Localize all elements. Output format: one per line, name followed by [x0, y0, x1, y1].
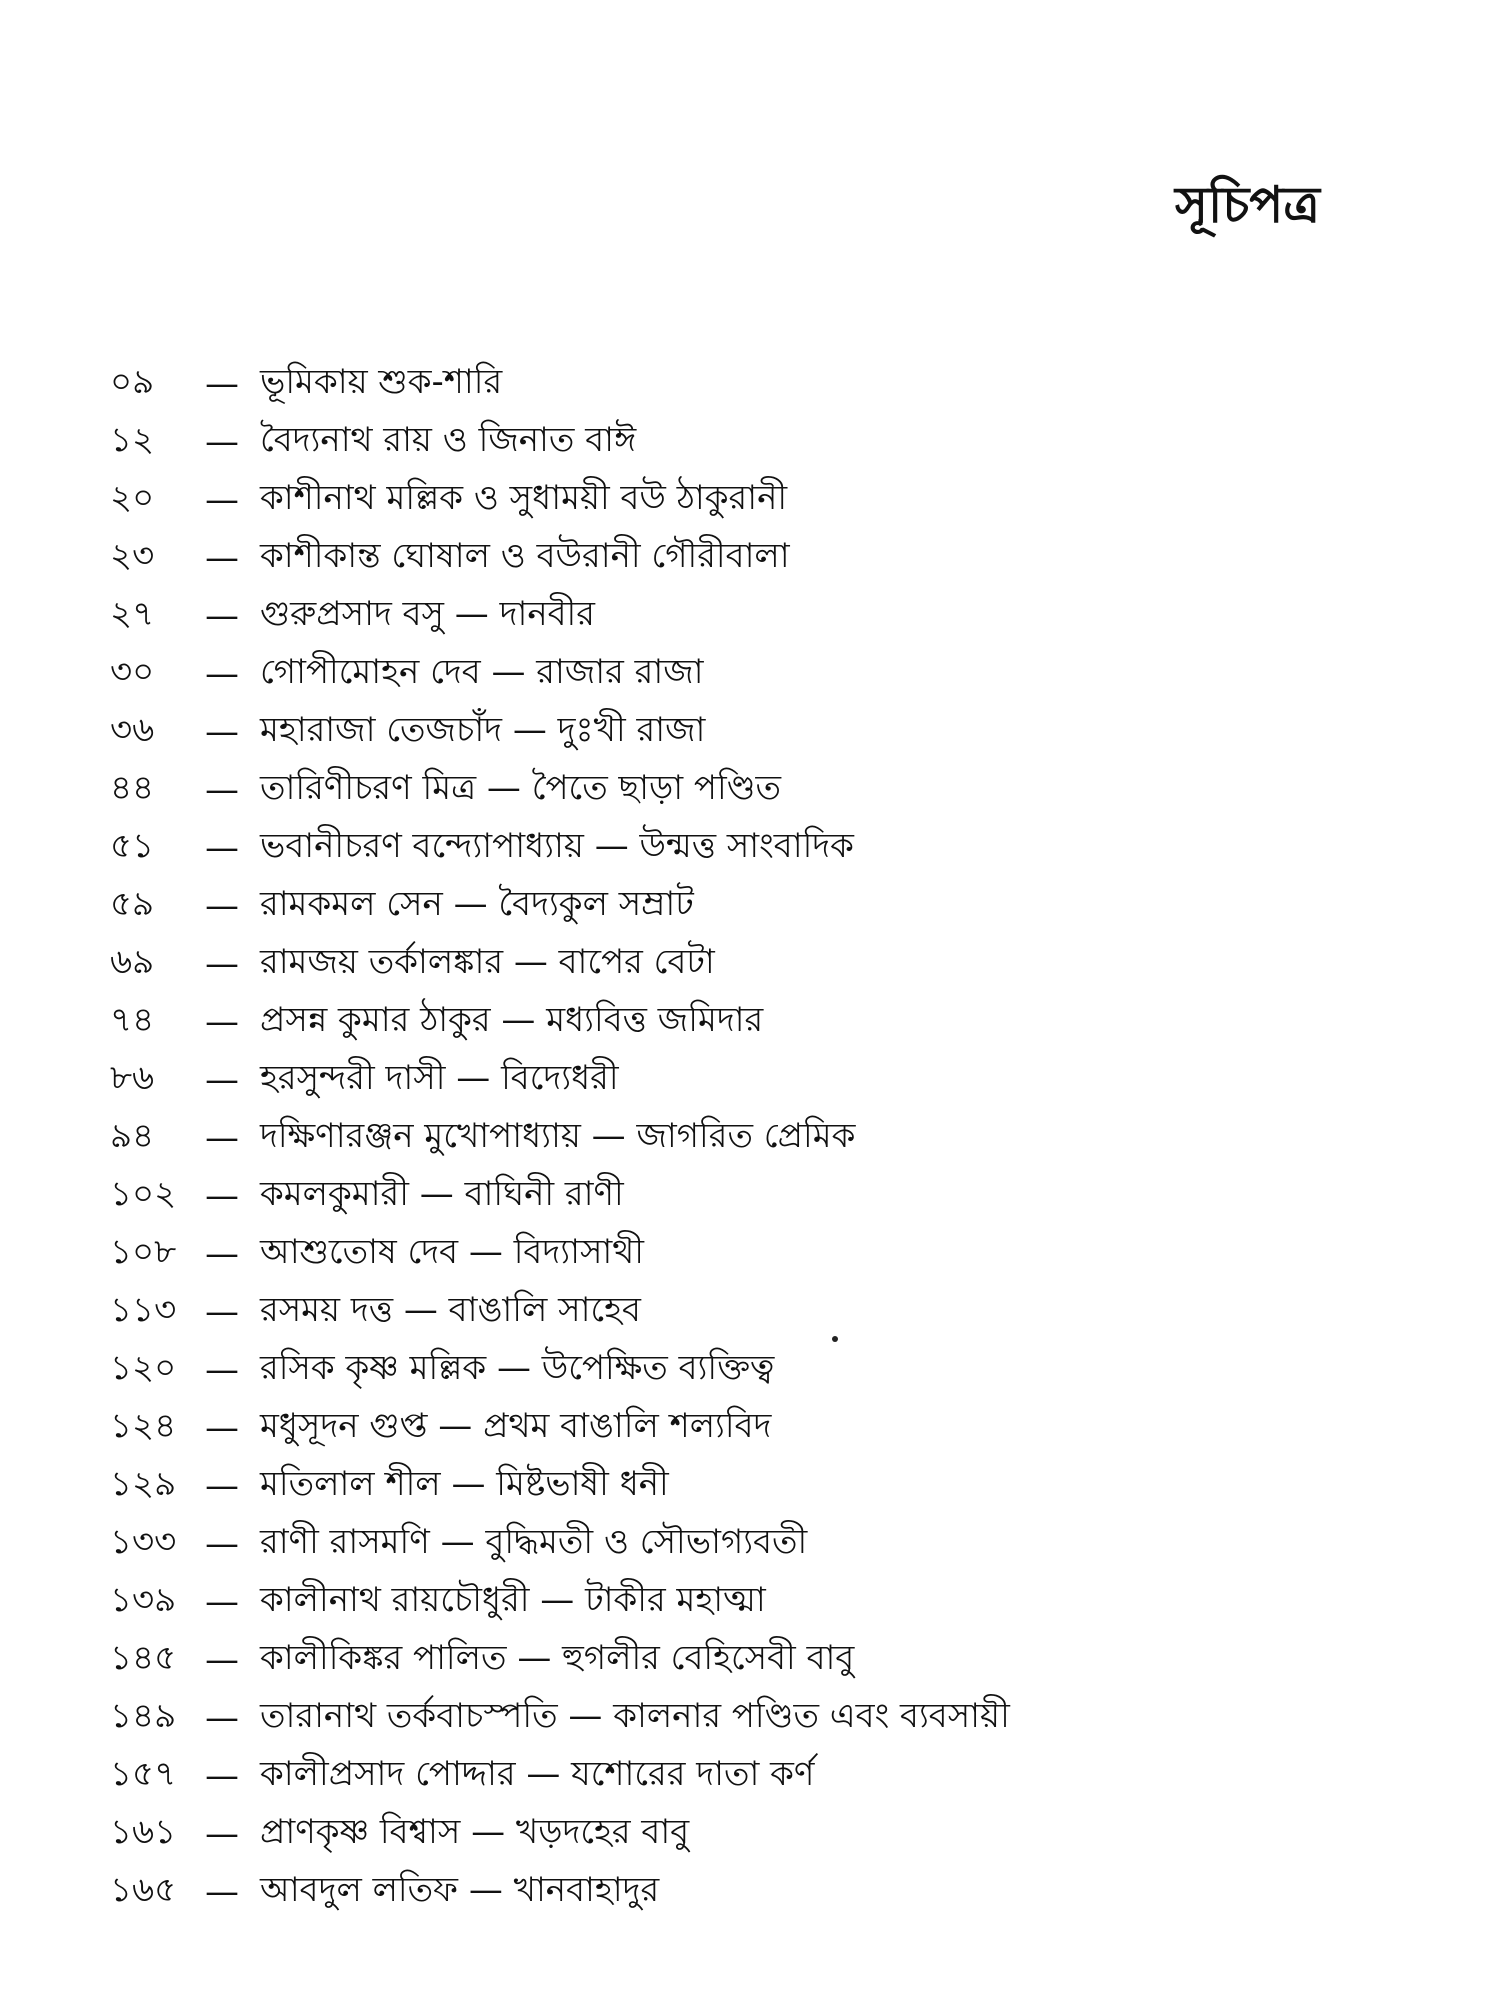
toc-title: মধুসূদন গুপ্ত — প্রথম বাঙালি শল্যবিদ [260, 1405, 772, 1446]
toc-page-number: ১১৩ [110, 1289, 177, 1330]
toc-dash: — [205, 1176, 239, 1216]
toc-page-number: ৫৯ [110, 883, 155, 924]
toc-dash: — [205, 596, 239, 636]
toc-entry [110, 1225, 1410, 1283]
toc-entry [110, 1051, 1410, 1109]
toc-title: রসময় দত্ত — বাঙালি সাহেব [260, 1289, 641, 1330]
toc-page-number: ৮৬ [110, 1057, 155, 1098]
toc-entry [110, 703, 1410, 761]
toc-title: মতিলাল শীল — মিষ্টভাষী ধনী [260, 1463, 669, 1504]
toc-entry [110, 1283, 1410, 1341]
toc-title: ভূমিকায় শুক-শারি [260, 361, 503, 402]
toc-page-number: ৩৬ [110, 709, 155, 750]
toc-page-number: ০৯ [110, 361, 155, 402]
toc-entry [110, 1399, 1410, 1457]
toc-page-number: ৪৪ [110, 767, 155, 808]
toc-dash: — [205, 1814, 239, 1854]
toc-page-number: ১০২ [110, 1173, 177, 1214]
toc-entry [110, 877, 1410, 935]
toc-title: মহারাজা তেজচাঁদ — দুঃখী রাজা [260, 709, 706, 750]
toc-title: গোপীমোহন দেব — রাজার রাজা [260, 651, 704, 692]
toc-page-number: ১৩৩ [110, 1521, 177, 1562]
toc-page-number: ১০৮ [110, 1231, 177, 1272]
toc-entry [110, 1341, 1410, 1399]
toc-dash: — [205, 886, 239, 926]
toc-entry [110, 1167, 1410, 1225]
toc-dash: — [205, 1524, 239, 1564]
toc-dash: — [205, 1350, 239, 1390]
toc-dash: — [205, 1640, 239, 1680]
toc-title: দক্ষিণারঞ্জন মুখোপাধ্যায় — জাগরিত প্রেমিক [260, 1115, 856, 1156]
toc-title: প্রসন্ন কুমার ঠাকুর — মধ্যবিত্ত জমিদার [260, 999, 764, 1040]
toc-title: কালীনাথ রায়চৌধুরী — টাকীর মহাত্মা [260, 1579, 766, 1620]
toc-dash: — [205, 712, 239, 752]
toc-title: কমলকুমারী — বাঘিনী রাণী [260, 1173, 624, 1214]
toc-dash: — [205, 538, 239, 578]
toc-entry [110, 1631, 1410, 1689]
toc-entry [110, 993, 1410, 1051]
toc-entry [110, 761, 1410, 819]
toc-dash: — [205, 1582, 239, 1622]
toc-entry [110, 1863, 1410, 1921]
toc-title: গুরুপ্রসাদ বসু — দানবীর [260, 593, 595, 634]
toc-dash: — [205, 364, 239, 404]
toc-dash: — [205, 422, 239, 462]
toc-title: রসিক কৃষ্ণ মল্লিক — উপেক্ষিত ব্যক্তিত্ব [260, 1347, 775, 1388]
toc-dash: — [205, 1060, 239, 1100]
toc-page-number: ১২০ [110, 1347, 177, 1388]
toc-title: রামজয় তর্কালঙ্কার — বাপের বেটা [260, 941, 715, 982]
toc-title: কাশীনাথ মল্লিক ও সুধাময়ী বউ ঠাকুরানী [260, 477, 788, 518]
toc-dash: — [205, 1408, 239, 1448]
toc-page-number: ১৩৯ [110, 1579, 177, 1620]
toc-dash: — [205, 1872, 239, 1912]
toc-entry [110, 1515, 1410, 1573]
toc-title: তারিণীচরণ মিত্র — পৈতে ছাড়া পণ্ডিত [260, 767, 782, 808]
toc-dash: — [205, 944, 239, 984]
toc-page-number: ১৪৯ [110, 1695, 177, 1736]
toc-page-number: ১৪৫ [110, 1637, 177, 1678]
toc-page-number: ১২৪ [110, 1405, 177, 1446]
toc-title: তারানাথ তর্কবাচস্পতি — কালনার পণ্ডিত এবং ব্যবসায়ী [260, 1695, 1010, 1736]
toc-dash: — [205, 770, 239, 810]
table-of-contents [110, 355, 1410, 1921]
toc-page-number: ৯৪ [110, 1115, 155, 1156]
toc-dash: — [205, 1466, 239, 1506]
toc-dash: — [205, 1002, 239, 1042]
toc-title: প্রাণকৃষ্ণ বিশ্বাস — খড়দহের বাবু [260, 1811, 690, 1852]
toc-title: রামকমল সেন — বৈদ্যকুল সম্রাট [260, 883, 694, 924]
toc-page-number: ৩০ [110, 651, 155, 692]
stray-dot [832, 1336, 838, 1342]
toc-title: আবদুল লতিফ — খানবাহাদুর [260, 1869, 660, 1910]
toc-entry [110, 1689, 1410, 1747]
toc-dash: — [205, 1756, 239, 1796]
toc-page-number: ১২ [110, 419, 155, 460]
toc-entry [110, 587, 1410, 645]
toc-title: আশুতোষ দেব — বিদ্যাসাথী [260, 1231, 645, 1272]
toc-page-number: ১৬৫ [110, 1869, 177, 1910]
toc-page-number: ২০ [110, 477, 155, 518]
toc-title: হরসুন্দরী দাসী — বিদ্যেধরী [260, 1057, 619, 1098]
toc-title: কালীপ্রসাদ পোদ্দার — যশোরের দাতা কর্ণ [260, 1753, 815, 1794]
toc-entry [110, 1805, 1410, 1863]
toc-entry [110, 1457, 1410, 1515]
toc-title: বৈদ্যনাথ রায় ও জিনাত বাঈ [260, 419, 637, 460]
toc-entry [110, 819, 1410, 877]
toc-entry [110, 645, 1410, 703]
toc-page-number: ৬৯ [110, 941, 155, 982]
toc-dash: — [205, 654, 239, 694]
toc-entry [110, 1109, 1410, 1167]
toc-dash: — [205, 1292, 239, 1332]
toc-title: ভবানীচরণ বন্দ্যোপাধ্যায় — উন্মত্ত সাংবাদিক [260, 825, 854, 866]
toc-entry [110, 413, 1410, 471]
toc-entry [110, 355, 1410, 413]
toc-title: রাণী রাসমণি — বুদ্ধিমতী ও সৌভাগ্যবতী [260, 1521, 808, 1562]
page-title: সূচিপত্র [1175, 176, 1320, 234]
toc-dash: — [205, 828, 239, 868]
toc-page-number: ২৩ [110, 535, 155, 576]
toc-dash: — [205, 480, 239, 520]
toc-entry [110, 471, 1410, 529]
toc-page-number: ১৫৭ [110, 1753, 177, 1794]
toc-entry [110, 935, 1410, 993]
toc-page-number: ২৭ [110, 593, 155, 634]
toc-dash: — [205, 1118, 239, 1158]
toc-entry [110, 1573, 1410, 1631]
toc-page-number: ১২৯ [110, 1463, 177, 1504]
toc-page-number: ১৬১ [110, 1811, 177, 1852]
toc-title: কাশীকান্ত ঘোষাল ও বউরানী গৌরীবালা [260, 535, 790, 576]
toc-entry [110, 529, 1410, 587]
toc-page-number: ৭৪ [110, 999, 155, 1040]
toc-dash: — [205, 1234, 239, 1274]
toc-page-number: ৫১ [110, 825, 155, 866]
toc-title: কালীকিঙ্কর পালিত — হুগলীর বেহিসেবী বাবু [260, 1637, 855, 1678]
toc-dash: — [205, 1698, 239, 1738]
toc-entry [110, 1747, 1410, 1805]
